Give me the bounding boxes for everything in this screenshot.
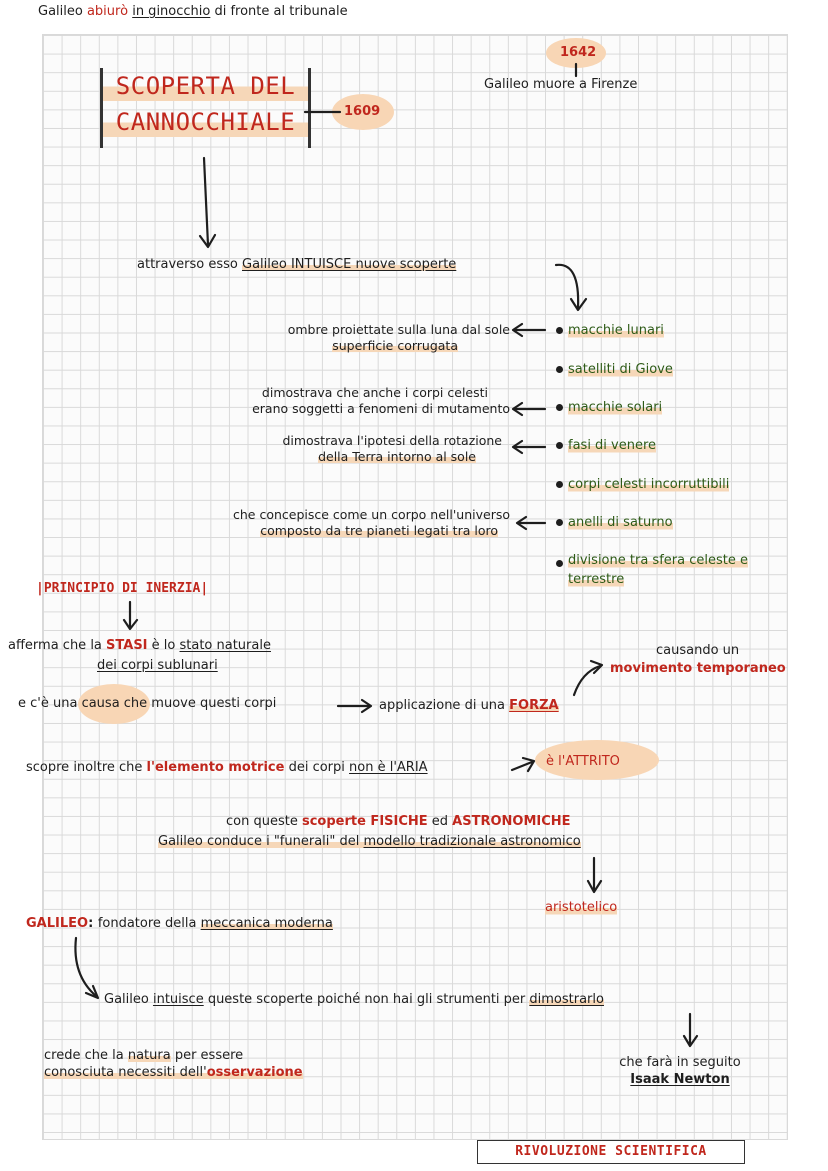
queste-text: con queste scoperte FISICHE ed ASTRONOMICHE: [226, 814, 571, 829]
discovery-item: anelli di saturno: [568, 515, 673, 530]
causa-text: e c'è una causa che muove questi corpi: [18, 696, 277, 711]
crede-text: crede che la natura per essere conosciuta necessiti dell'osservazione: [44, 1048, 303, 1080]
discovery-item: terrestre: [568, 572, 625, 587]
discovery-item: macchie solari: [568, 400, 663, 415]
applicazione-text: applicazione di una FORZA: [379, 698, 559, 713]
top-note: Galileo abiurò in ginocchio di fronte al tribunale: [38, 4, 348, 19]
year-1642: 1642: [560, 45, 597, 60]
year-1609: 1609: [344, 104, 381, 119]
discovery-item: divisione tra sfera celeste e: [568, 553, 748, 568]
discovery-item: corpi celesti incorruttibili: [568, 477, 730, 492]
movimento-text: movimento temporaneo: [610, 661, 786, 676]
newton-note: che farà in seguito Isaak Newton: [619, 1055, 741, 1087]
causando-text: causando un: [656, 643, 740, 658]
note-mutamento: dimostrava che anche i corpi celesti erano soggetti a fenomeni di mutamento: [252, 385, 510, 416]
inerzia-heading: |PRINCIPIO DI INERZIA|: [36, 581, 209, 596]
discovery-item: macchie lunari: [568, 323, 664, 338]
attrito-text: è l'ATTRITO: [546, 754, 620, 769]
scopre-text: scopre inoltre che l'elemento motrice dei corpi non è l'ARIA: [26, 760, 428, 775]
death-note: Galileo muore a Firenze: [484, 77, 638, 92]
footer-title: RIVOLUZIONE SCIENTIFICA: [477, 1140, 745, 1164]
funerali-text: Galileo conduce i "funerali" del modello tradizionale astronomico: [158, 834, 581, 849]
aristotelico-text: aristotelico: [545, 900, 618, 915]
afferma-text: afferma che la STASI è lo stato naturale: [8, 638, 271, 653]
afferma-line-2: dei corpi sublunari: [97, 658, 218, 673]
fondatore-line: GALILEO: fondatore della meccanica moderna: [26, 916, 333, 931]
discovery-item: fasi di venere: [568, 438, 657, 453]
note-saturno: che concepisce come un corpo nell'universo composto da tre pianeti legati tra loro: [232, 507, 510, 538]
arrow-title-down: [204, 158, 208, 245]
note-rotazione: dimostrava l'ipotesi della rotazione della Terra intorno al sole: [282, 433, 502, 464]
intuisce-text: Galileo intuisce queste scoperte poiché non hai gli strumenti per dimostrarlo: [104, 992, 604, 1007]
title-line-1: SCOPERTA DEL: [103, 68, 308, 104]
discovery-item: satelliti di Giove: [568, 362, 673, 377]
note-ombre: ombre proiettate sulla luna dal sole superficie corrugata: [287, 322, 510, 353]
attraverso-line: attraverso esso Galileo INTUISCE nuove scoperte: [137, 257, 457, 272]
title-line-2: CANNOCCHIALE: [103, 104, 308, 140]
arrow-attraverso: [556, 265, 578, 308]
